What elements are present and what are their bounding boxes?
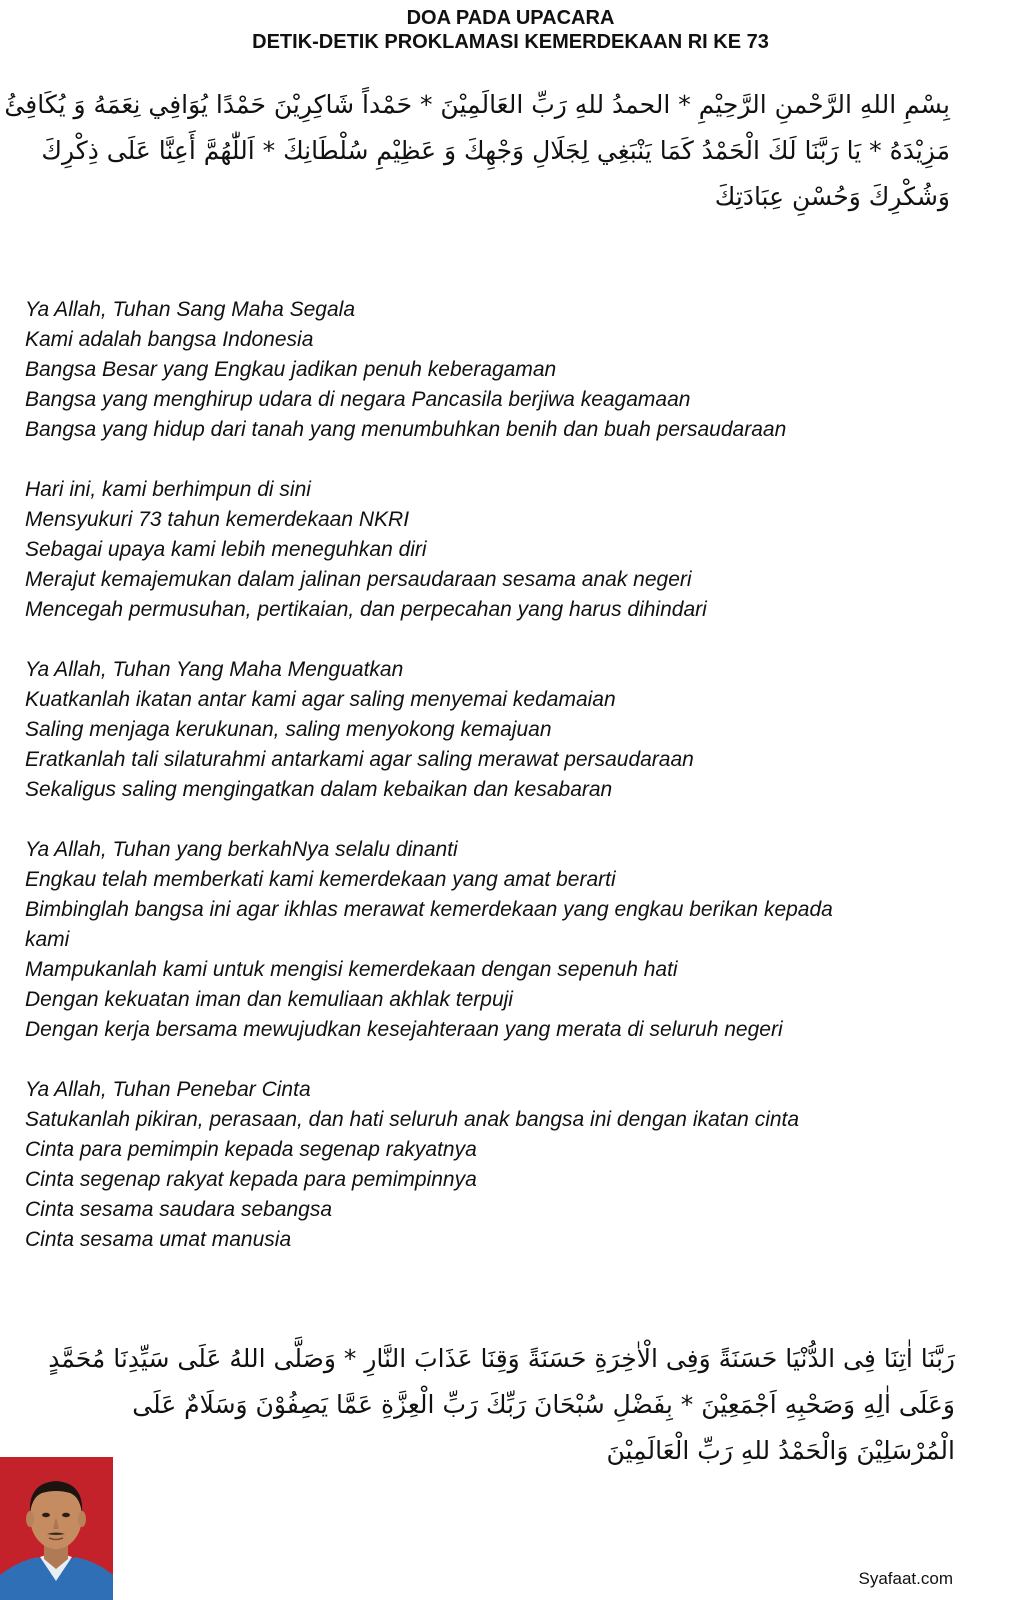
prayer-line: Mensyukuri 73 tahun kemerdekaan NKRI — [25, 508, 410, 531]
prayer-line: Ya Allah, Tuhan Yang Maha Menguatkan — [25, 658, 404, 681]
prayer-line: Sebagai upaya kami lebih meneguhkan diri — [25, 538, 427, 561]
stanza — [25, 655, 985, 805]
prayer-line: Cinta segenap rakyat kepada para pemimpinnya — [25, 1168, 477, 1191]
arabic-opening-line: بِسْمِ اللهِ الرَّحْمنِ الرَّحِيْمِ * الحمدُ للهِ رَبِّ العَالَمِيْنَ * حَمْداً شَاكِرِيْنَ حَمْدًا يُوَافِي نِعَمَهُ وَ يُكَافِئُ — [4, 90, 950, 119]
prayer-line: Bimbinglah bangsa ini agar ikhlas merawat kemerdekaan yang engkau berikan kepada — [25, 898, 833, 921]
arabic-opening-line: وَشُكْرِكَ وَحُسْنِ عِبَادَتِكَ — [714, 182, 950, 211]
prayer-line: Sekaligus saling mengingatkan dalam kebaikan dan kesabaran — [25, 778, 613, 801]
author-photo — [0, 1457, 113, 1600]
prayer-line: Bangsa yang menghirup udara di negara Pancasila berjiwa keagamaan — [25, 388, 691, 411]
site-credit: Syafaat.com — [858, 1569, 953, 1588]
portrait-illustration — [0, 1457, 113, 1600]
prayer-line: Saling menjaga kerukunan, saling menyokong kemajuan — [25, 718, 552, 741]
title-line-1: DOA PADA UPACARA — [406, 7, 615, 29]
prayer-line: Dengan kerja bersama mewujudkan kesejahteraan yang merata di seluruh negeri — [25, 1018, 783, 1041]
prayer-line: Cinta sesama umat manusia — [25, 1228, 292, 1251]
arabic-opening-prayer — [4, 82, 950, 220]
stanza — [25, 1075, 985, 1255]
prayer-line: Ya Allah, Tuhan Penebar Cinta — [25, 1078, 311, 1101]
prayer-line: Merajut kemajemukan dalam jalinan persaudaraan sesama anak negeri — [25, 568, 692, 591]
prayer-line: Cinta para pemimpin kepada segenap rakyatnya — [25, 1138, 477, 1161]
prayer-line: Bangsa yang hidup dari tanah yang menumbuhkan benih dan buah persaudaraan — [25, 418, 787, 441]
stanza — [25, 295, 985, 445]
prayer-line: Bangsa Besar yang Engkau jadikan penuh keberagaman — [25, 358, 557, 381]
prayer-line: Satukanlah pikiran, perasaan, dan hati seluruh anak bangsa ini dengan ikatan cinta — [25, 1108, 800, 1131]
arabic-closing-line: الْمُرْسَلِيْنَ وَالْحَمْدُ للهِ رَبِّ الْعَالَمِيْنَ — [606, 1436, 955, 1465]
prayer-line: Ya Allah, Tuhan yang berkahNya selalu dinanti — [25, 838, 458, 861]
prayer-line: Kuatkanlah ikatan antar kami agar saling menyemai kedamaian — [25, 688, 616, 711]
prayer-line: Mampukanlah kami untuk mengisi kemerdekaan dengan sepenuh hati — [25, 958, 678, 981]
prayer-line: Kami adalah bangsa Indonesia — [25, 328, 314, 351]
prayer-line: Ya Allah, Tuhan Sang Maha Segala — [25, 298, 356, 321]
title-line-2: DETIK-DETIK PROKLAMASI KEMERDEKAAN RI KE 73 — [252, 31, 769, 53]
prayer-line: Eratkanlah tali silaturahmi antarkami agar saling merawat persaudaraan — [25, 748, 694, 771]
arabic-closing-prayer — [48, 1336, 955, 1474]
stanza — [25, 475, 985, 625]
arabic-closing-line: وَعَلَى اٰلِهِ وَصَحْبِهِ اَجْمَعِيْنَ * بِفَضْلِ سُبْحَانَ رَبِّكَ رَبِّ الْعِزَّةِ عَمَّا يَصِفُوْنَ وَسَلَامٌ عَلَى — [132, 1390, 955, 1419]
prayer-line: kami — [25, 928, 70, 951]
indonesian-prayer — [25, 295, 985, 1285]
prayer-line: Dengan kekuatan iman dan kemuliaan akhlak terpuji — [25, 988, 513, 1011]
prayer-line: Cinta sesama saudara sebangsa — [25, 1198, 333, 1221]
arabic-opening-line: مَزِيْدَهُ * يَا رَبَّنَا لَكَ الْحَمْدُ كَمَا يَنْبَغِي لِجَلَالِ وَجْهِكَ وَ عَظِيْمِ سُلْطَانِكَ * اَللّٰهُمَّ أَعِنَّا عَلَى ذِكْرِكَ — [41, 136, 950, 165]
prayer-line: Mencegah permusuhan, pertikaian, dan perpecahan yang harus dihindari — [25, 598, 707, 621]
stanza — [25, 835, 985, 1045]
arabic-closing-line: رَبَّنَا اٰتِنَا فِى الدُّنْيَا حَسَنَةً وَفِى الْاٰخِرَةِ حَسَنَةً وَقِنَا عَذَابَ النَّارِ * وَصَلَّى اللهُ عَلَى سَيِّدِنَا مُحَمَّدٍ — [48, 1344, 955, 1373]
prayer-line: Hari ini, kami berhimpun di sini — [25, 478, 311, 501]
prayer-line: Engkau telah memberkati kami kemerdekaan yang amat berarti — [25, 868, 616, 891]
